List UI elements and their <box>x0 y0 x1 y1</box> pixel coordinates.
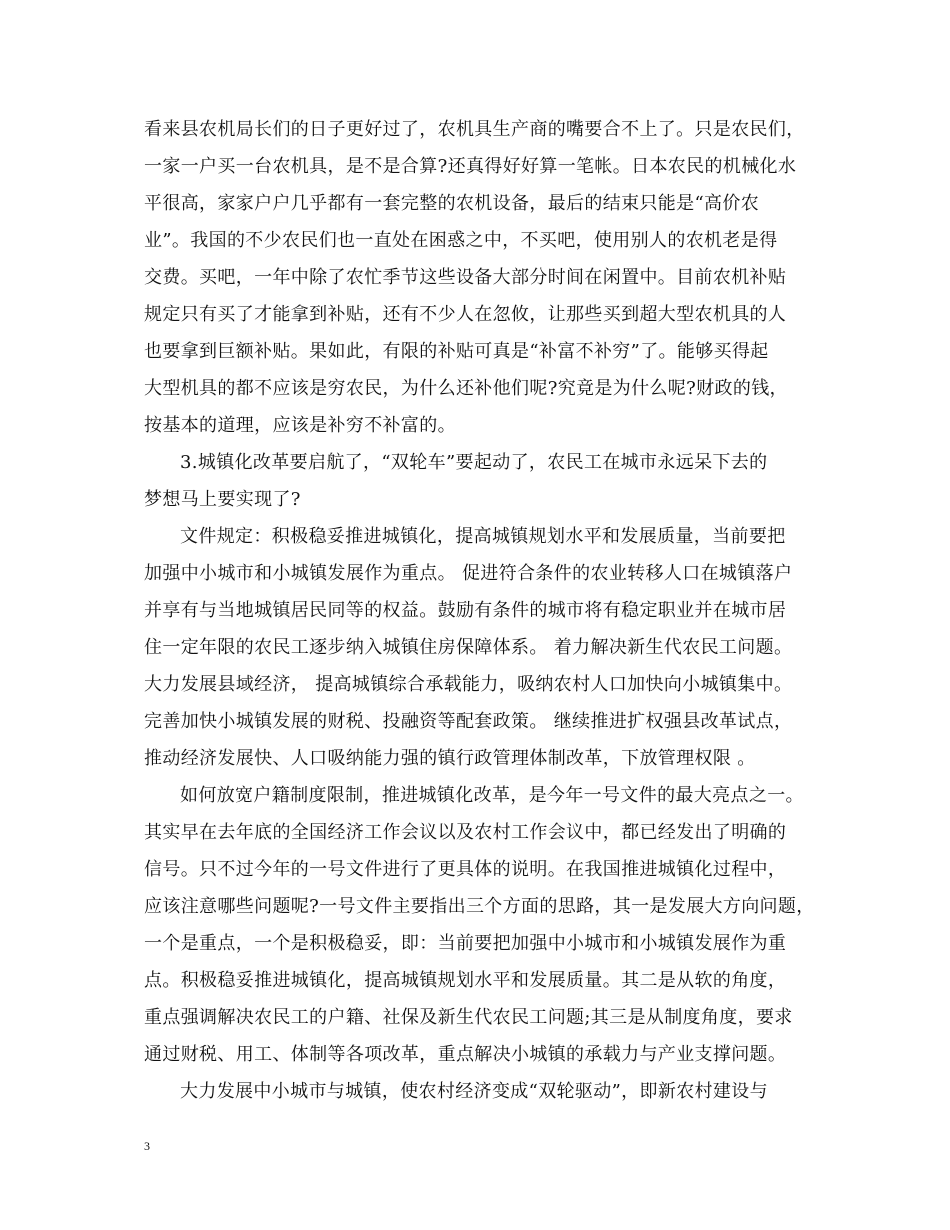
text-line: 文件规定：积极稳妥推进城镇化，提高城镇规划水平和发展质量，当前要把 <box>180 526 786 547</box>
text-line: 重点强调解决农民工的户籍、社保及新生代农民工问题;其三是从制度角度，要求 <box>144 1007 793 1028</box>
text-line: 平很高，家家户户几乎都有一套完整的农机设备，最后的结束只能是“高价农 <box>144 193 760 214</box>
text-line: 通过财税、用工、体制等各项改革，重点解决小城镇的承载力与产业支撑问题。 <box>144 1044 787 1065</box>
text-line: 也要拿到巨额补贴。果如此，有限的补贴可真是“补富不补穷”了。能够买得起 <box>144 341 769 362</box>
text-line: 其实早在去年底的全国经济工作会议以及农村工作会议中，都已经发出了明确的 <box>144 822 787 843</box>
text-line: 一个是重点，一个是积极稳妥，即：当前要把加强中小城市和小城镇发展作为重 <box>144 933 787 954</box>
text-line: 推动经济发展快、人口吸纳能力强的镇行政管理体制改革，下放管理权限 。 <box>144 748 756 769</box>
text-line: 大力发展县域经济， 提高城镇综合承载能力，吸纳农村人口加快向小城镇集中。 <box>144 674 793 695</box>
text-line: 大型机具的都不应该是穷农民，为什么还补他们呢?究竟是为什么呢?财政的钱， <box>144 378 788 399</box>
page-number: 3 <box>144 1139 150 1153</box>
text-line: 完善加快小城镇发展的财税、投融资等配套政策。 继续推进扩权强县改革试点， <box>144 711 793 732</box>
text-line: 按基本的道理，应该是补穷不补富的。 <box>144 415 456 436</box>
section-heading-line: 梦想马上要实现了? <box>144 489 301 510</box>
text-line: 规定只有买了才能拿到补贴，还有不少人在忽攸，让那些买到超大型农机具的人 <box>144 304 787 325</box>
section-heading-line: 3.城镇化改革要启航了，“双轮车”要起动了，农民工在城市永远呆下去的 <box>180 452 768 473</box>
text-line: 应该注意哪些问题呢?一号文件主要指出三个方面的思路，其一是发展大方向问题， <box>144 896 815 917</box>
text-line: 并享有与当地城镇居民同等的权益。鼓励有条件的城市将有稳定职业并在城市居 <box>144 600 787 621</box>
text-line: 信号。只不过今年的一号文件进行了更具体的说明。在我国推进城镇化过程中， <box>144 859 787 880</box>
text-line: 看来县农机局长们的日子更好过了，农机具生产商的嘴要合不上了。只是农民们， <box>144 119 805 140</box>
text-line: 如何放宽户籍制度限制，推进城镇化改革，是今年一号文件的最大亮点之一。 <box>180 785 804 806</box>
text-line: 一家一户买一台农机具，是不是合算?还真得好好算一笔帐。日本农民的机械化水 <box>144 156 797 177</box>
text-line: 大力发展中小城市与城镇，使农村经济变成“双轮驱动”，即新农村建设与 <box>180 1081 768 1102</box>
text-line: 点。积极稳妥推进城镇化，提高城镇规划水平和发展质量。其二是从软的角度， <box>144 970 787 991</box>
text-line: 业”。我国的不少农民们也一直处在困惑之中，不买吧，使用别人的农机老是得 <box>144 230 778 251</box>
text-line: 加强中小城市和小城镇发展作为重点。 促进符合条件的农业转移人口在城镇落户 <box>144 563 793 584</box>
text-line: 住一定年限的农民工逐步纳入城镇住房保障体系。 着力解决新生代农民工问题。 <box>144 637 793 658</box>
text-line: 交费。买吧，一年中除了农忙季节这些设备大部分时间在闲置中。目前农机补贴 <box>144 267 787 288</box>
